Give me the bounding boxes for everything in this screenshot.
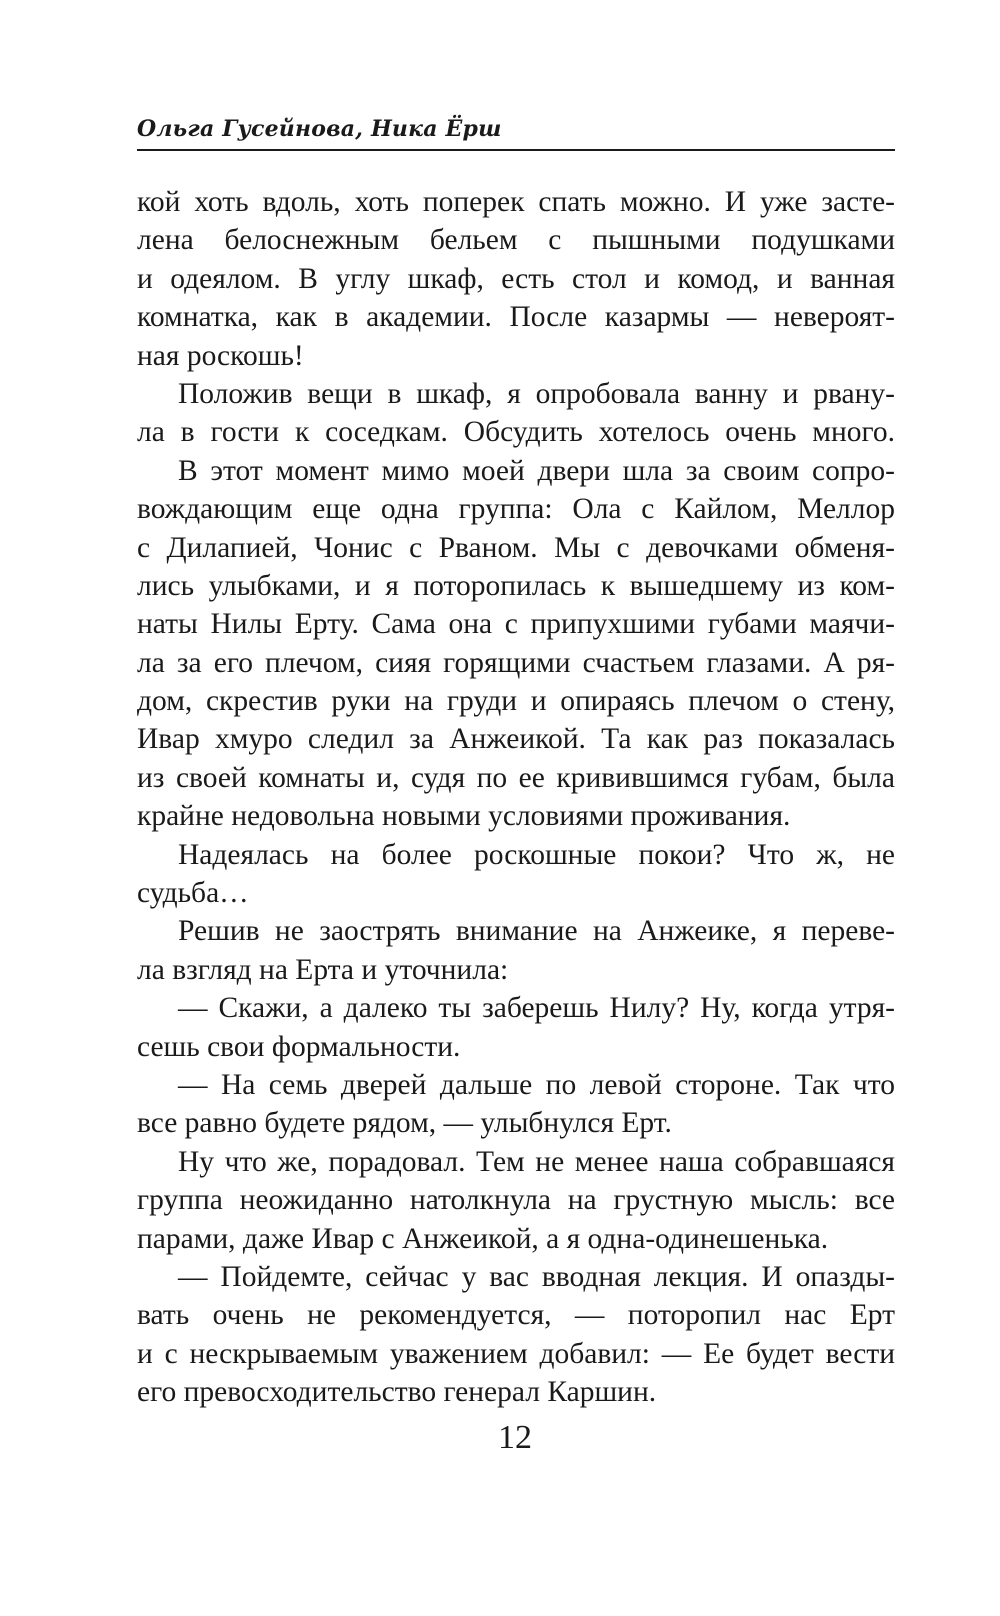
text-line: сешь свои формальности. — [137, 1030, 461, 1063]
text-line: дом, скрестив руки на груди и опираясь плечом о стену, — [137, 685, 895, 718]
running-head: Ольга Гусейнова, Ника Ёрш — [137, 116, 502, 142]
text-line: крайне недовольна новыми условиями проживания. — [137, 800, 791, 833]
text-line: ла взгляд на Ерта и уточнила: — [137, 953, 509, 986]
text-line: и с нескрываемым уважением добавил: — Ее будет вести — [137, 1337, 895, 1370]
text-line: судьба… — [137, 877, 249, 910]
text-line: из своей комнаты и, судя по ее кривившимся губам, была — [137, 761, 895, 794]
text-line: Положив вещи в шкаф, я опробовала ванну и рвану- — [178, 377, 895, 410]
text-line: его превосходительство генерал Каршин. — [137, 1376, 657, 1409]
text-line: все равно будете рядом, — улыбнулся Ерт. — [137, 1107, 672, 1140]
text-line: ная роскошь! — [137, 339, 304, 372]
text-line: — Пойдемте, сейчас у вас вводная лекция. И опазды- — [178, 1260, 895, 1293]
text-line: парами, даже Ивар с Анжеикой, а я одна-одинешенька. — [137, 1222, 829, 1255]
page-number: 12 — [498, 1419, 532, 1456]
text-line: с Дилапией, Чонис с Рваном. Мы с девочками обменя- — [137, 531, 895, 564]
text-line: Решив не заострять внимание на Анжеике, я переве- — [178, 915, 895, 948]
text-line: вождающим еще одна группа: Ола с Кайлом, Меллор — [137, 493, 895, 526]
text-line: В этот момент мимо моей двери шла за своим сопро- — [178, 454, 895, 487]
text-line: лена белоснежным бельем с пышными подушками — [137, 224, 895, 257]
header-rule — [137, 149, 895, 151]
text-line: наты Нилы Ерту. Сама она с припухшими губами маячи- — [137, 608, 895, 641]
text-line: группа неожиданно натолкнула на грустную мысль: все — [137, 1184, 895, 1217]
text-line: — Скажи, а далеко ты заберешь Нилу? Ну, когда утря- — [178, 992, 895, 1025]
text-line: Ну что же, порадовал. Тем не менее наша собравшаяся — [178, 1145, 895, 1178]
text-line: ла в гости к соседкам. Обсудить хотелось очень много. — [137, 416, 895, 449]
text-line: ла за его плечом, сияя горящими счастьем глазами. А ря- — [137, 646, 895, 679]
text-line: кой хоть вдоль, хоть поперек спать можно. И уже застe- — [137, 186, 895, 218]
text-line: и одеялом. В углу шкаф, есть стол и комод, и ванная — [137, 262, 895, 295]
text-line: Ивар хмуро следил за Анжеикой. Та как раз показалась — [137, 723, 895, 756]
text-line: Надеялась на более роскошные покои? Что ж, не — [178, 838, 895, 871]
text-line: вать очень не рекомендуется, — поторопил нас Ерт — [137, 1299, 895, 1332]
text-line: лись улыбками, и я поторопилась к вышедшему из ком- — [137, 569, 895, 602]
text-line: комнатка, как в академии. После казармы — невероят- — [137, 301, 895, 334]
body-text — [137, 183, 895, 1412]
text-line: — На семь дверей дальше по левой стороне. Так что — [178, 1068, 895, 1101]
